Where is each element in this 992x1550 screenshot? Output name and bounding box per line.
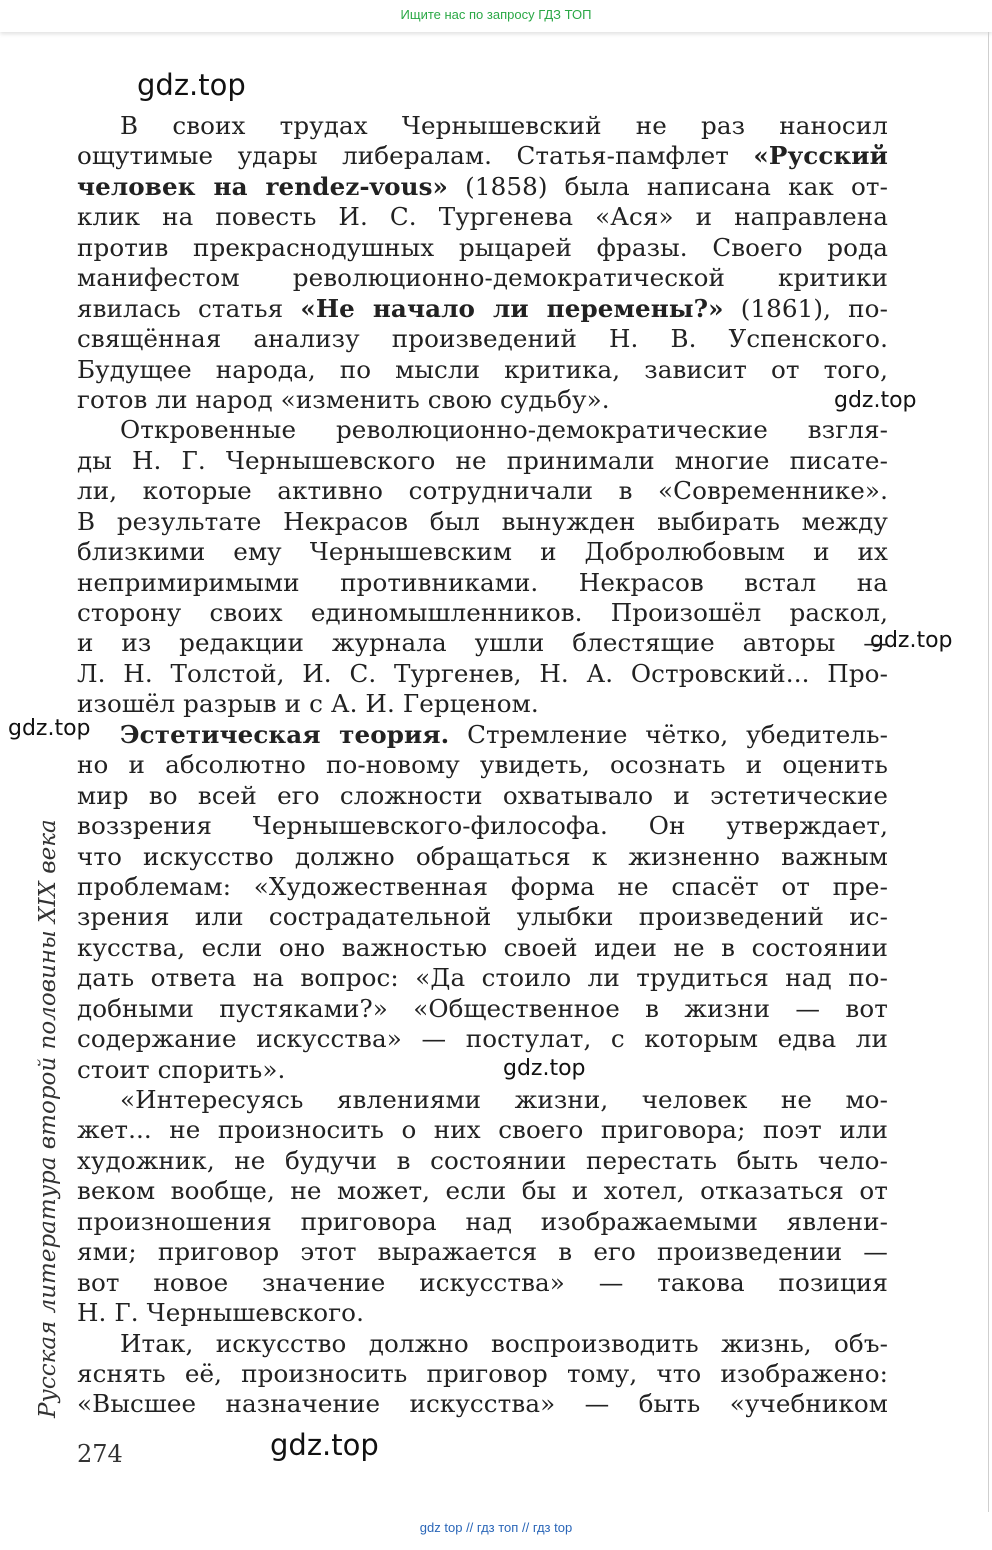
text-run: Стремление чётко, убедитель-: [449, 719, 888, 749]
body-text: [77, 111, 888, 1420]
text-run: (1861), по-: [723, 293, 888, 323]
text-run: ощутимые удары либералам. Статья-памфлет: [77, 141, 754, 171]
text-line: [77, 994, 888, 1024]
text-line: [77, 689, 888, 719]
text-run: (1858) была написана как от-: [448, 171, 889, 201]
top-banner: [0, 0, 992, 32]
text-line: [77, 1237, 888, 1267]
text-line: [77, 1389, 888, 1419]
text-run: вот новое значение искусства» — такова позиция: [77, 1267, 888, 1297]
text-line: [77, 902, 888, 932]
text-run: «Высшее назначение искусства» — быть «учебником: [77, 1389, 888, 1419]
text-run: сторону своих единомышленников. Произошёл раскол,: [77, 598, 888, 627]
text-run: Итак, искусство должно воспроизводить жизнь, объ-: [120, 1328, 888, 1358]
top-banner-link[interactable]: Ищите нас по запросу ГДЗ ТОП: [400, 7, 592, 22]
text-line: [77, 568, 888, 598]
watermark: gdz.top: [270, 1428, 379, 1462]
text-run: добными пустяками?» «Общественное в жизни — вот: [77, 993, 888, 1023]
text-run: готов ли народ «изменить свою судьбу».: [77, 384, 610, 414]
text-line: [77, 933, 888, 963]
text-line: [77, 720, 888, 750]
footer-links: [0, 1520, 992, 1535]
text-line: [77, 781, 888, 811]
watermark: gdz.top: [870, 628, 953, 653]
text-run: зрения или сострадательной улыбки произведений ис-: [77, 902, 888, 932]
text-run: свящённая анализу произведений Н. В. Успенского.: [77, 324, 888, 354]
text-run: Будущее народа, по мысли критика, зависит от того,: [77, 354, 888, 384]
side-caption: Русская литература второй половины XIX века: [35, 819, 61, 1418]
text-run: ды Н. Г. Чернышевского не принимали многие писате-: [77, 445, 888, 475]
text-run: изошёл разрыв и с А. И. Герценом.: [77, 689, 539, 719]
text-line: [77, 750, 888, 780]
text-line: [77, 507, 888, 537]
bold-text: Эстетическая теория.: [120, 719, 450, 749]
text-line: [77, 172, 888, 202]
text-run: «Интересуясь явлениями жизни, человек не мо-: [120, 1085, 888, 1114]
text-run: явилась статья: [77, 293, 301, 323]
text-run: произношения приговора над изображаемыми явлени-: [77, 1206, 888, 1236]
text-line: [77, 1115, 888, 1145]
text-line: [77, 1085, 888, 1115]
text-run: В результате Некрасов был вынужден выбирать между: [77, 506, 888, 536]
text-line: [77, 963, 888, 993]
text-line: [77, 1207, 888, 1237]
page-edge-divider: [988, 32, 989, 1512]
text-run: проблемам: «Художественная форма не спасёт от пре-: [77, 871, 888, 901]
text-line: [77, 263, 888, 293]
text-run: веком вообще, не может, если бы и хотел, отказаться от: [77, 1176, 888, 1206]
text-run: непримиримыми противниками. Некрасов встал на: [77, 567, 888, 597]
footer-separator: //: [521, 1520, 530, 1535]
footer-link-gdz-top-mixed[interactable]: гдз top: [532, 1520, 573, 1535]
footer-separator: //: [466, 1520, 474, 1535]
text-line: [77, 659, 888, 689]
text-line: [77, 233, 888, 263]
text-run: кусства, если оно важностью своей идеи не в состоянии: [77, 932, 888, 962]
text-line: [77, 811, 888, 841]
text-line: [77, 1146, 888, 1176]
footer-link-gdz-top-ru[interactable]: гдз топ: [476, 1520, 519, 1535]
page-number: 274: [77, 1440, 123, 1468]
text-line: [77, 415, 888, 445]
bold-text: человек на rendez-vous»: [77, 171, 448, 201]
text-run: Откровенные революционно-демократические взгля-: [120, 415, 888, 445]
text-run: что искусство должно обращаться к жизненно важным: [77, 841, 888, 871]
text-run: стоит спорить».: [77, 1054, 286, 1084]
text-run: близкими ему Чернышевским и Добролюбовым и их: [77, 537, 888, 567]
text-run: манифестом революционно-демократической критики: [77, 263, 888, 293]
text-line: [77, 111, 888, 141]
text-run: ли, которые активно сотрудничали в «Современнике».: [77, 476, 888, 506]
text-line: [77, 446, 888, 476]
text-run: содержание искусства» — постулат, с которым едва ли: [77, 1024, 888, 1054]
bold-text: «Русский: [753, 141, 888, 171]
text-line: [77, 294, 888, 324]
text-run: и из редакции журнала ушли блестящие авторы —: [77, 628, 888, 658]
text-run: ями; приговор этот выражается в его произведении —: [77, 1237, 888, 1267]
text-run: дать ответа на вопрос: «Да стоило ли трудиться над по-: [77, 963, 888, 993]
text-line: [77, 385, 888, 415]
footer-link-gdz-top[interactable]: gdz top: [419, 1520, 463, 1535]
text-line: [77, 1176, 888, 1206]
text-line: [77, 202, 888, 232]
text-run: воззрения Чернышевского-философа. Он утверждает,: [77, 811, 888, 841]
text-line: [77, 324, 888, 354]
text-line: [77, 1268, 888, 1298]
watermark: gdz.top: [137, 68, 246, 102]
text-run: жет... не произносить о них своего приговора; поэт или: [77, 1115, 888, 1145]
text-run: мир во всей его сложности охватывало и эстетические: [77, 780, 888, 810]
text-line: [77, 1359, 888, 1389]
text-line: [77, 537, 888, 567]
text-run: художник, не будучи в состоянии перестать быть чело-: [77, 1145, 888, 1175]
text-run: клик на повесть И. С. Тургенева «Ася» и направлена: [77, 202, 888, 232]
text-line: [77, 598, 888, 628]
bold-text: «Не начало ли перемены?»: [300, 293, 724, 323]
text-line: [77, 1055, 888, 1085]
text-run: Л. Н. Толстой, И. С. Тургенев, Н. А. Островский... Про-: [77, 658, 888, 688]
text-run: В своих трудах Чернышевский не раз наносил: [120, 111, 888, 140]
text-line: [77, 872, 888, 902]
text-run: но и абсолютно по-новому увидеть, осознать и оценить: [77, 750, 888, 780]
text-run: яснять её, произносить приговор тому, что изображено:: [77, 1358, 888, 1388]
text-line: [77, 628, 888, 658]
text-line: [77, 1329, 888, 1359]
watermark: gdz.top: [8, 716, 91, 741]
text-run: против прекраснодушных рыцарей фразы. Своего рода: [77, 232, 888, 262]
text-run: Н. Г. Чернышевского.: [77, 1298, 365, 1328]
watermark: gdz.top: [834, 388, 917, 413]
text-line: [77, 1024, 888, 1054]
text-line: [77, 355, 888, 385]
text-line: [77, 842, 888, 872]
text-line: [77, 141, 888, 171]
text-line: [77, 476, 888, 506]
text-line: [77, 1298, 888, 1328]
watermark: gdz.top: [503, 1056, 586, 1081]
